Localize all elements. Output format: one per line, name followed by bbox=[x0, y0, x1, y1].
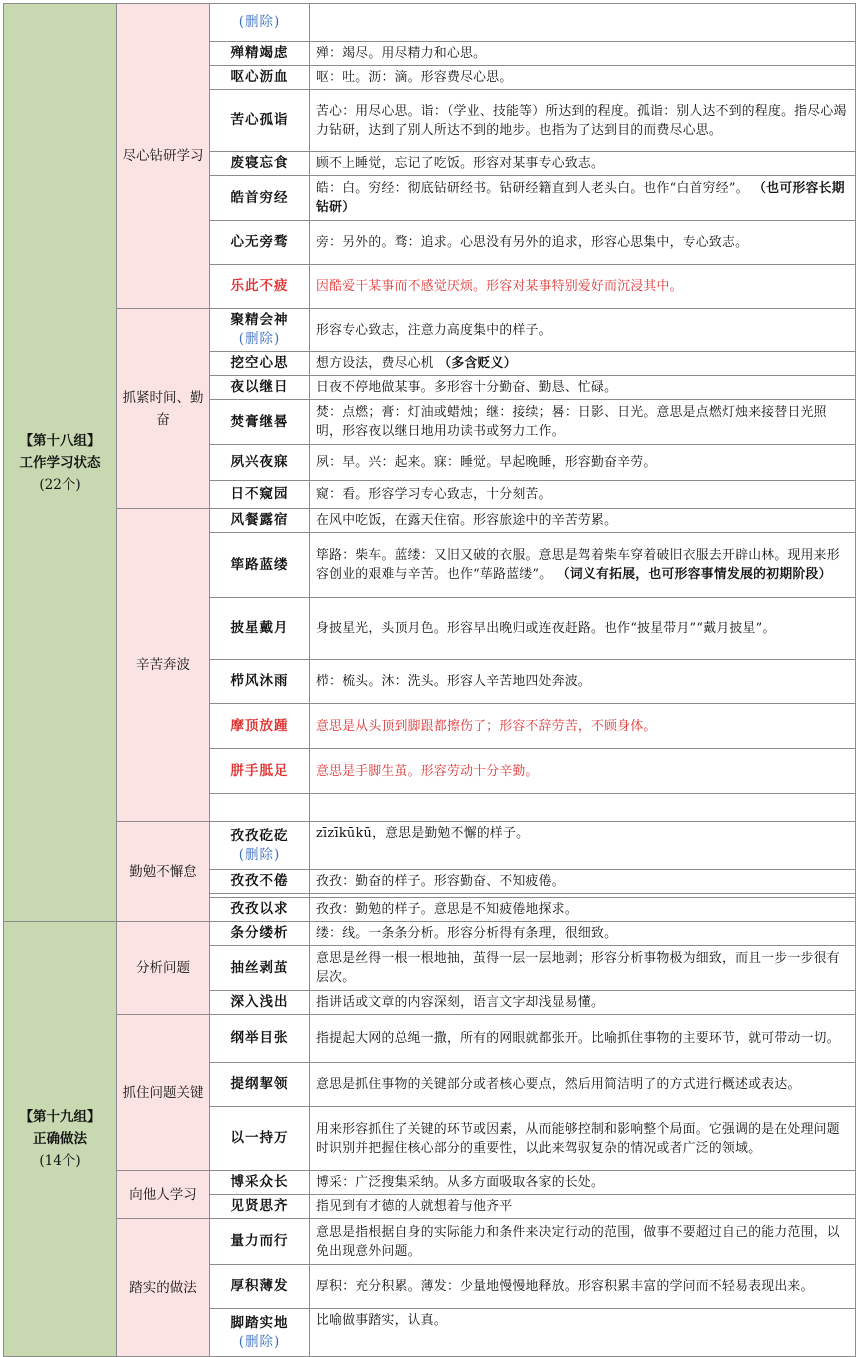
definition-cell bbox=[310, 822, 856, 870]
subcategory-cell: 勤勉不懈怠 bbox=[117, 822, 210, 922]
group-count: (22个) bbox=[39, 476, 81, 493]
term-cell bbox=[210, 309, 310, 352]
term-cell: 焚膏继晷 bbox=[210, 400, 310, 445]
definition-cell: 日夜不停地做某事。多形容十分勤奋、勤恳、忙碌。 bbox=[310, 376, 856, 400]
definition-cell: 夙：早。兴：起来。寐：睡觉。早起晚睡，形容勤奋辛劳。 bbox=[310, 445, 856, 481]
term-cell: 挖空心思 bbox=[210, 352, 310, 376]
definition-cell: 厚积：充分积累。薄发：少量地慢慢地释放。形容积累丰富的学问而不轻易表现出来。 bbox=[310, 1265, 856, 1309]
definition-cell: 顾不上睡觉，忘记了吃饭。形容对某事专心致志。 bbox=[310, 152, 856, 176]
definition-cell: 意思是指根据自身的实际能力和条件来决定行动的范围，做事不要超过自己的能力范围，以免出现意外问题。 bbox=[310, 1219, 856, 1265]
term-cell: 呕心沥血 bbox=[210, 66, 310, 90]
group-name: 正确做法 bbox=[33, 1131, 87, 1147]
definition-cell: 苦心：用尽心思。诣：（学业、技能等）所达到的程度。孤诣：别人达不到的程度。指尽心竭力钻研，达到了别人所达不到的地步。也指为了达到目的而费尽心思。 bbox=[310, 90, 856, 152]
table-row bbox=[4, 4, 856, 42]
term-cell bbox=[210, 1309, 310, 1357]
term-cell: 抽丝剥茧 bbox=[210, 946, 310, 991]
term-cell: 夙兴夜寐 bbox=[210, 445, 310, 481]
term-cell: 博采众长 bbox=[210, 1171, 310, 1195]
term-cell: 乐此不疲 bbox=[210, 265, 310, 309]
term-cell: 栉风沐雨 bbox=[210, 660, 310, 704]
term-text: 聚精会神 bbox=[230, 312, 289, 328]
term-cell bbox=[210, 794, 310, 822]
term-cell: 摩顶放踵 bbox=[210, 704, 310, 749]
delete-mark: (删除) bbox=[238, 1333, 281, 1350]
term-cell: 皓首穷经 bbox=[210, 176, 310, 221]
group-title: 【第十九组】 bbox=[19, 1109, 101, 1125]
table-row bbox=[4, 509, 856, 533]
group-cell-19 bbox=[4, 922, 117, 1357]
definition-cell: 意思是丝得一根一根地抽，茧得一层一层地剥；形容分析事物极为细致，而且一步一步很有层次。 bbox=[310, 946, 856, 991]
definition-cell: 身披星光，头顶月色。形容早出晚归或连夜赶路。也作“披星带月”“戴月披星”。 bbox=[310, 598, 856, 660]
term-cell: 深入浅出 bbox=[210, 991, 310, 1015]
subcategory-cell: 向他人学习 bbox=[117, 1171, 210, 1219]
table-row bbox=[4, 922, 856, 946]
group-name: 工作学习状态 bbox=[19, 454, 101, 471]
definition-cell: 因酷爱干某事而不感觉厌烦。形容对某事特别爱好而沉浸其中。 bbox=[310, 265, 856, 309]
delete-mark: (删除) bbox=[238, 331, 281, 347]
definition-text: 皓：白。穷经：彻底钻研经书。钻研经籍直到人老头白。也作“白首穷经”。 bbox=[316, 181, 749, 196]
table-row bbox=[4, 1219, 856, 1265]
pinyin-text: zīzīkūkū bbox=[316, 826, 373, 841]
term-cell: 风餐露宿 bbox=[210, 509, 310, 533]
definition-cell bbox=[310, 352, 856, 376]
definition-cell: 指提起大网的总绳一撒，所有的网眼就都张开。比喻抓住事物的主要环节，就可带动一切。 bbox=[310, 1015, 856, 1063]
table-row bbox=[4, 309, 856, 352]
term-cell: 孜孜不倦 bbox=[210, 870, 310, 894]
definition-cell: 孜孜：勤勉的样子。意思是不知疲倦地探求。 bbox=[310, 898, 856, 922]
term-cell: 纲举目张 bbox=[210, 1015, 310, 1063]
definition-cell: 呕：吐。沥：滴。形容费尽心思。 bbox=[310, 66, 856, 90]
term-cell: 筚路蓝缕 bbox=[210, 533, 310, 598]
definition-cell: 意思是抓住事物的关键部分或者核心要点，然后用简洁明了的方式进行概述或表达。 bbox=[310, 1063, 856, 1107]
subcategory-cell: 辛苦奔波 bbox=[117, 509, 210, 822]
term-cell: 见贤思齐 bbox=[210, 1195, 310, 1219]
term-cell: 披星戴月 bbox=[210, 598, 310, 660]
term-cell: 胼手胝足 bbox=[210, 749, 310, 794]
definition-cell: 殚：竭尽。用尽精力和心思。 bbox=[310, 42, 856, 66]
definition-cell: 孜孜：勤奋的样子。形容勤奋、不知疲倦。 bbox=[310, 870, 856, 894]
term-text: 脚踏实地 bbox=[230, 1314, 289, 1331]
definition-cell: 用来形容抓住了关键的环节或因素，从而能够控制和影响整个局面。它强调的是在处理问题时识别并把握住核心部分的重要性，以此来驾驭复杂的情况或者广泛的领域。 bbox=[310, 1107, 856, 1171]
term-cell: 夜以继日 bbox=[210, 376, 310, 400]
definition-cell: 形容专心致志，注意力高度集中的样子。 bbox=[310, 309, 856, 352]
group-title: 【第十八组】 bbox=[19, 432, 101, 449]
definition-cell: 缕：线。一条条分析。形容分析得有条理，很细致。 bbox=[310, 922, 856, 946]
term-cell: 废寝忘食 bbox=[210, 152, 310, 176]
term-cell: 苦心孤诣 bbox=[210, 90, 310, 152]
term-cell: 厚积薄发 bbox=[210, 1265, 310, 1309]
delete-mark: (删除) bbox=[238, 846, 281, 863]
definition-cell: 旁：另外的。骛：追求。心思没有另外的追求，形容心思集中，专心致志。 bbox=[310, 221, 856, 265]
definition-cell bbox=[310, 533, 856, 598]
term-cell bbox=[210, 4, 310, 42]
table-row bbox=[4, 1015, 856, 1063]
definition-note: （多含贬义） bbox=[438, 356, 517, 371]
definition-cell: 窥：看。形容学习专心致志，十分刻苦。 bbox=[310, 481, 856, 509]
term-cell: 条分缕析 bbox=[210, 922, 310, 946]
definition-cell: 指讲话或文章的内容深刻，语言文字却浅显易懂。 bbox=[310, 991, 856, 1015]
table-row bbox=[4, 822, 856, 870]
table-row bbox=[4, 1171, 856, 1195]
delete-mark: (删除) bbox=[238, 14, 281, 30]
definition-cell: 在风中吃饭，在露天住宿。形容旅途中的辛苦劳累。 bbox=[310, 509, 856, 533]
group-count: (14个) bbox=[39, 1153, 81, 1169]
term-cell: 日不窥园 bbox=[210, 481, 310, 509]
subcategory-cell: 踏实的做法 bbox=[117, 1219, 210, 1357]
definition-cell: 博采：广泛搜集采纳。从多方面吸取各家的长处。 bbox=[310, 1171, 856, 1195]
term-cell: 心无旁骛 bbox=[210, 221, 310, 265]
definition-note: （也可形容长期钻研） bbox=[316, 181, 845, 215]
term-cell: 殚精竭虑 bbox=[210, 42, 310, 66]
definition-cell: 意思是手脚生茧。形容劳动十分辛勤。 bbox=[310, 749, 856, 794]
term-text: 孜孜矻矻 bbox=[230, 827, 289, 844]
definition-cell bbox=[310, 794, 856, 822]
term-cell: 提纲挈领 bbox=[210, 1063, 310, 1107]
definition-cell: 比喻做事踏实，认真。 bbox=[310, 1309, 856, 1357]
definition-cell: 指见到有才德的人就想着与他齐平 bbox=[310, 1195, 856, 1219]
subcategory-cell: 尽心钻研学习 bbox=[117, 4, 210, 309]
term-cell: 量力而行 bbox=[210, 1219, 310, 1265]
term-cell: 以一持万 bbox=[210, 1107, 310, 1171]
subcategory-cell: 分析问题 bbox=[117, 922, 210, 1015]
term-cell: 孜孜以求 bbox=[210, 898, 310, 922]
definition-text: ，意思是勤勉不懈的样子。 bbox=[372, 826, 530, 841]
group-cell-18 bbox=[4, 4, 117, 922]
term-cell bbox=[210, 822, 310, 870]
definition-cell: 栉：梳头。沐：洗头。形容人辛苦地四处奔波。 bbox=[310, 660, 856, 704]
idiom-table bbox=[3, 3, 856, 1357]
definition-cell bbox=[310, 4, 856, 42]
subcategory-cell: 抓住问题关键 bbox=[117, 1015, 210, 1171]
definition-cell bbox=[310, 176, 856, 221]
definition-note: （词义有拓展，也可形容事情发展的初期阶段） bbox=[556, 567, 832, 582]
definition-cell: 意思是从头顶到脚跟都擦伤了；形容不辞劳苦，不顾身体。 bbox=[310, 704, 856, 749]
subcategory-cell: 抓紧时间、勤奋 bbox=[117, 309, 210, 509]
definition-text: 想方设法，费尽心机 bbox=[316, 356, 434, 371]
definition-text: 筚路：柴车。蓝缕：又旧又破的衣服。意思是驾着柴车穿着破旧衣服去开辟山林。现用来形容创业的艰难与辛苦。也作“荜路蓝缕”。 bbox=[316, 548, 840, 582]
definition-cell: 焚：点燃；膏：灯油或蜡烛；继：接续；晷：日影、日光。意思是点燃灯烛来接替日光照明，形容夜以继日地用功读书或努力工作。 bbox=[310, 400, 856, 445]
